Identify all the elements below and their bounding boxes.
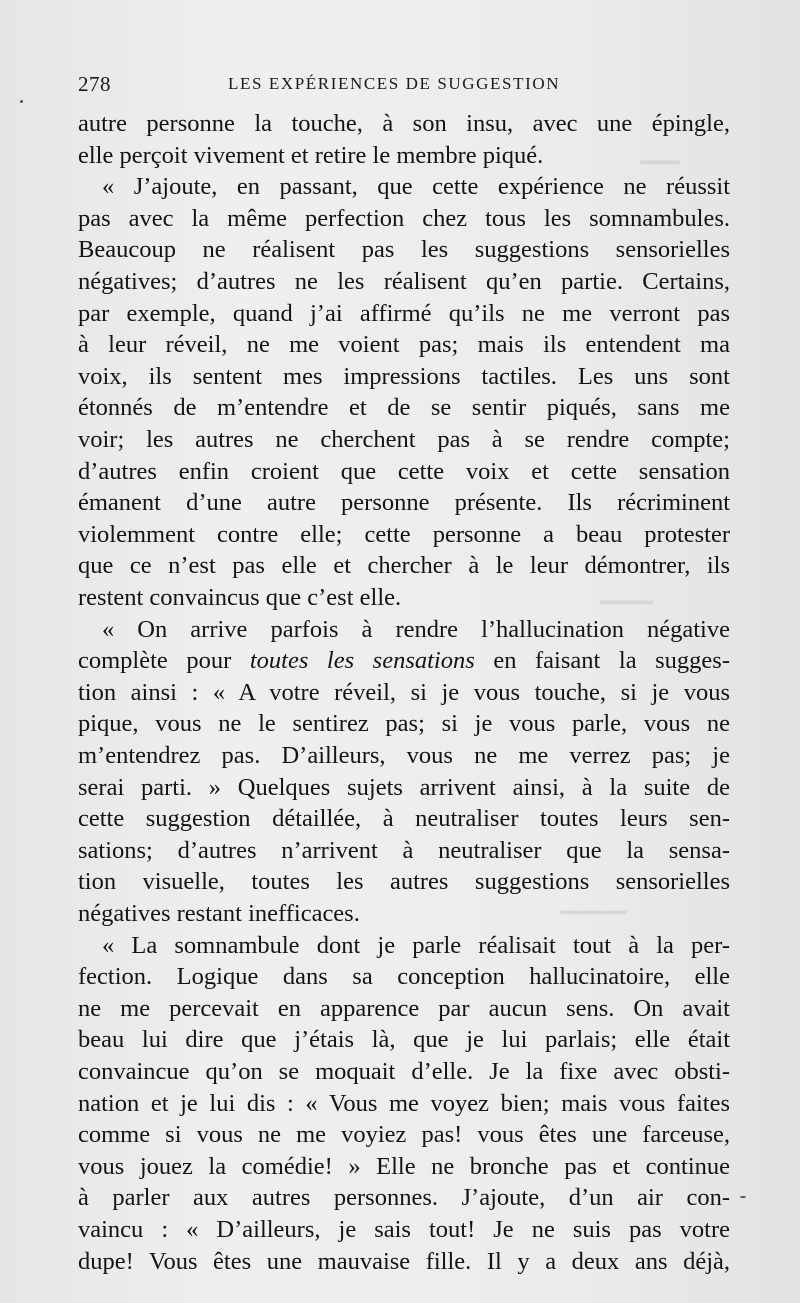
text-line: que ce n’est pas elle et chercher à le leur démontrer, ils bbox=[78, 552, 730, 580]
text-line: violemment contre elle; cette personne a beau protester bbox=[78, 520, 730, 548]
print-speck bbox=[20, 100, 23, 103]
text-line: sations; d’autres n’arrivent à neutraliser que la sensa- bbox=[78, 836, 730, 864]
text-line: « On arrive parfois à rendre l’hallucination négative bbox=[102, 615, 730, 643]
text-line: « J’ajoute, en passant, que cette expérience ne réussit bbox=[102, 173, 730, 201]
text-line: négatives; d’autres ne les réalisent qu’en partie. Certains, bbox=[78, 268, 730, 295]
text-line: à leur réveil, ne me voient pas; mais ils entendent ma bbox=[78, 331, 730, 359]
print-speck bbox=[740, 1196, 746, 1198]
text-line: m’entendrez pas. D’ailleurs, vous ne me verrez pas; je bbox=[78, 742, 730, 769]
text-line: tion visuelle, toutes les autres suggestions sensorielles bbox=[78, 868, 730, 896]
text-line: « La somnambule dont je parle réalisait tout à la per- bbox=[102, 931, 730, 959]
text-run: complète pour bbox=[78, 647, 250, 675]
text-line: négatives restant inefficaces. bbox=[78, 900, 360, 927]
text-line: pique, vous ne le sentirez pas; si je vous parle, vous ne bbox=[78, 710, 730, 738]
text-line: elle perçoit vivement et retire le membre piqué. bbox=[78, 141, 544, 169]
text-line: serai parti. » Quelques sujets arrivent ainsi, à la suite de bbox=[78, 773, 730, 801]
text-line: cette suggestion détaillée, à neutraliser toutes leurs sen- bbox=[78, 805, 730, 833]
italic-phrase: toutes les sensations bbox=[249, 647, 475, 675]
text-line: voir; les autres ne cherchent pas à se rendre compte; bbox=[78, 426, 730, 453]
page-header bbox=[78, 72, 730, 100]
text-line bbox=[78, 645, 730, 677]
text-line: d’autres enfin croient que cette voix et cette sensation bbox=[78, 457, 730, 485]
text-run: en faisant la sugges- bbox=[474, 647, 730, 675]
text-line: beau lui dire que j’étais là, que je lui parlais; elle était bbox=[78, 1026, 730, 1054]
body-text bbox=[78, 108, 730, 1278]
text-line: dupe! Vous êtes une mauvaise fille. Il y a deux ans déjà, bbox=[78, 1247, 730, 1275]
running-head: LES EXPÉRIENCES DE SUGGESTION bbox=[228, 74, 561, 93]
show-through-mark: ━━━ bbox=[640, 150, 680, 175]
text-line: étonnés de m’entendre et de se sentir piqués, sans me bbox=[78, 394, 730, 422]
show-through-mark: ━━━━━ bbox=[560, 900, 627, 925]
text-line: convaincue qu’on se moquait d’elle. Je la fixe avec obsti- bbox=[78, 1058, 730, 1085]
text-line: vaincu : « D’ailleurs, je sais tout! Je ne suis pas votre bbox=[78, 1216, 730, 1243]
text-line: par exemple, quand j’ai affirmé qu’ils ne me verront pas bbox=[78, 299, 730, 327]
text-line: à parler aux autres personnes. J’ajoute, d’un air con- bbox=[78, 1184, 730, 1212]
show-through-mark: ━━━━ bbox=[600, 590, 653, 615]
text-line: voix, ils sentent mes impressions tactiles. Les uns sont bbox=[78, 362, 730, 390]
text-line: comme si vous ne me voyiez pas! vous êtes une farceuse, bbox=[78, 1121, 730, 1149]
text-line: vous jouez la comédie! » Elle ne bronche pas et continue bbox=[78, 1152, 730, 1180]
text-line: émanent d’une autre personne présente. Ils récriminent bbox=[78, 489, 730, 517]
text-line: autre personne la touche, à son insu, avec une épingle, bbox=[78, 110, 730, 137]
text-line: tion ainsi : « A votre réveil, si je vous touche, si je vous bbox=[78, 678, 730, 706]
text-line: nation et je lui dis : « Vous me voyez bien; mais vous faites bbox=[78, 1089, 730, 1117]
page-number: 278 bbox=[78, 72, 111, 96]
text-line: restent convaincus que c’est elle. bbox=[78, 584, 402, 611]
text-line: fection. Logique dans sa conception hallucinatoire, elle bbox=[78, 963, 730, 991]
text-line: pas avec la même perfection chez tous les somnambules. bbox=[78, 204, 730, 232]
text-line: Beaucoup ne réalisent pas les suggestions sensorielles bbox=[78, 236, 730, 264]
text-line: ne me percevait en apparence par aucun sens. On avait bbox=[78, 994, 730, 1022]
